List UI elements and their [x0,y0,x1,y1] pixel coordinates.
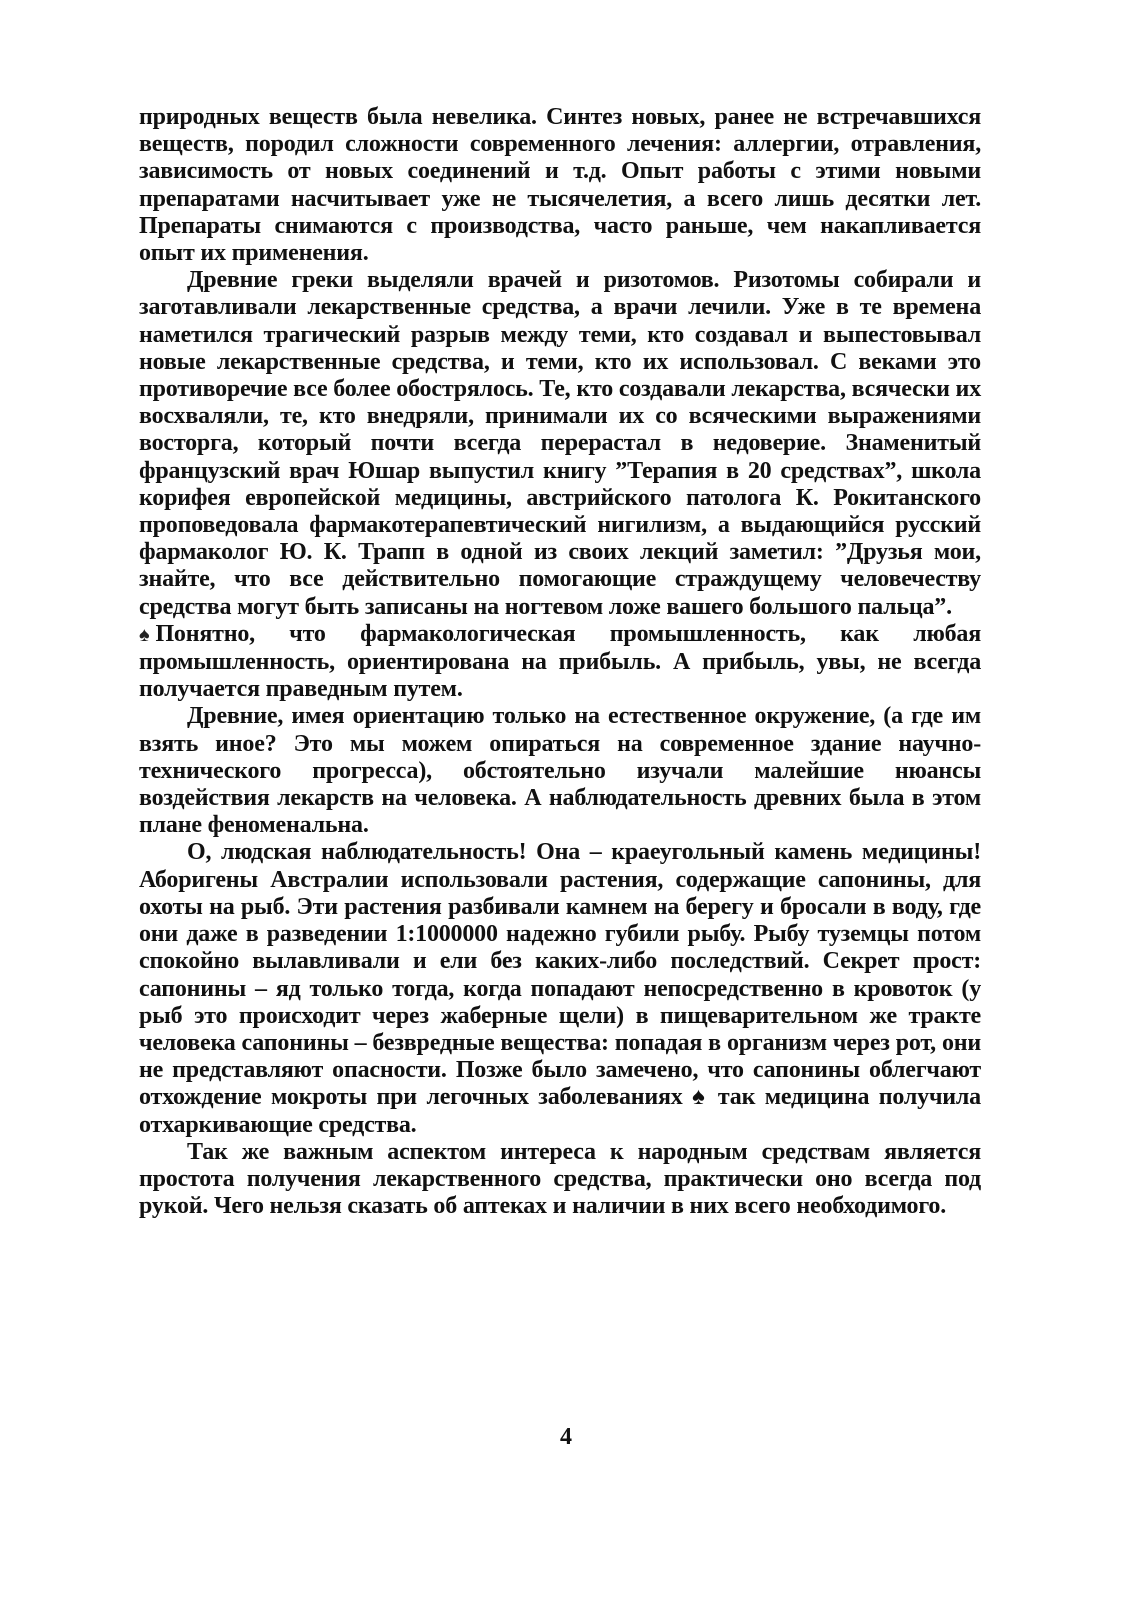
handwritten-marker-icon: ♠ [139,623,150,646]
page-number: 4 [560,1424,572,1450]
paragraph-3-wrapper [139,621,981,704]
paragraph-6: Так же важным аспектом интереса к народным средствам является простота получения лекарственного средства, практически оно всегда под рукой. Чего нельзя сказать об аптеках и наличии в них всего необходимого. [139,1138,981,1220]
paragraph-4: Древние, имея ориентацию только на естественное окружение, (а где им взять иное? Это мы можем опираться на современное здание научно-технического прогресса), обстоятельно изучали малейшие нюансы воздействия лекарств на человека. А наблюдательность древних была в этом плане феноменальна. [139,703,981,839]
body-text [139,104,981,1220]
paragraph-1: природных веществ была невелика. Синтез новых, ранее не встречавшихся веществ, породил сложности современного лечения: аллергии, отравления, зависимость от новых соединений и т.д. Опыт работы с этими новыми препаратами насчитывает уже не тысячелетия, а всего лишь десятки лет. Препараты снимаются с производства, часто раньше, чем накапливается опыт их применения. [139,104,981,267]
paragraph-2: Древние греки выделяли врачей и ризотомов. Ризотомы собирали и заготавливали лекарственные средства, а врачи лечили. Уже в те времена наметился трагический разрыв между теми, кто создавал и выпестовывал новые лекарственные средства, и теми, кто их использовал. С веками это противоречие все более обострялось. Те, кто создавали лекарства, всячески их восхваляли, те, кто внедряли, принимали их со всяческими выражениями восторга, который почти всегда перерастал в недоверие. Знаменитый французский врач Юшар выпустил книгу ”Терапия в 20 средствах”, школа корифея европейской медицины, австрийского патолога К. Рокитанского проповедовала фармакотерапевтический нигилизм, а выдающийся русский фармаколог Ю. К. Трапп в одной из своих лекций заметил: ”Друзья мои, знайте, что все действительно помогающие страждущему человечеству средства могут быть записаны на ногтевом ложе вашего большого пальца”. [139,267,981,620]
paragraph-5: О, людская наблюдательность! Она – краеугольный камень медицины! Аборигены Австралии использовали растения, содержащие сапонины, для охоты на рыб. Эти растения разбивали камнем на берегу и бросали в воду, где они даже в разведении 1:1000000 надежно губили рыбу. Рыбу туземцы потом спокойно вылавливали и ели без каких-либо последствий. Секрет прост: сапонины – яд только тогда, когда попадают непосредственно в кровоток (у рыб это происходит через жаберные щели) в пищеварительном же тракте человека сапонины – безвредные вещества: попадая в организм через рот, они не представляют опасности. Позже было замечено, что сапонины облегчают отхождение мокроты при легочных заболеваниях ♠ так медицина получила отхаркивающие средства. [139,839,981,1138]
paragraph-3: Понятно, что фармакологическая промышленность, как любая промышленность, ориентирована на прибыль. А прибыль, увы, не всегда получается праведным путем. [139,620,981,703]
